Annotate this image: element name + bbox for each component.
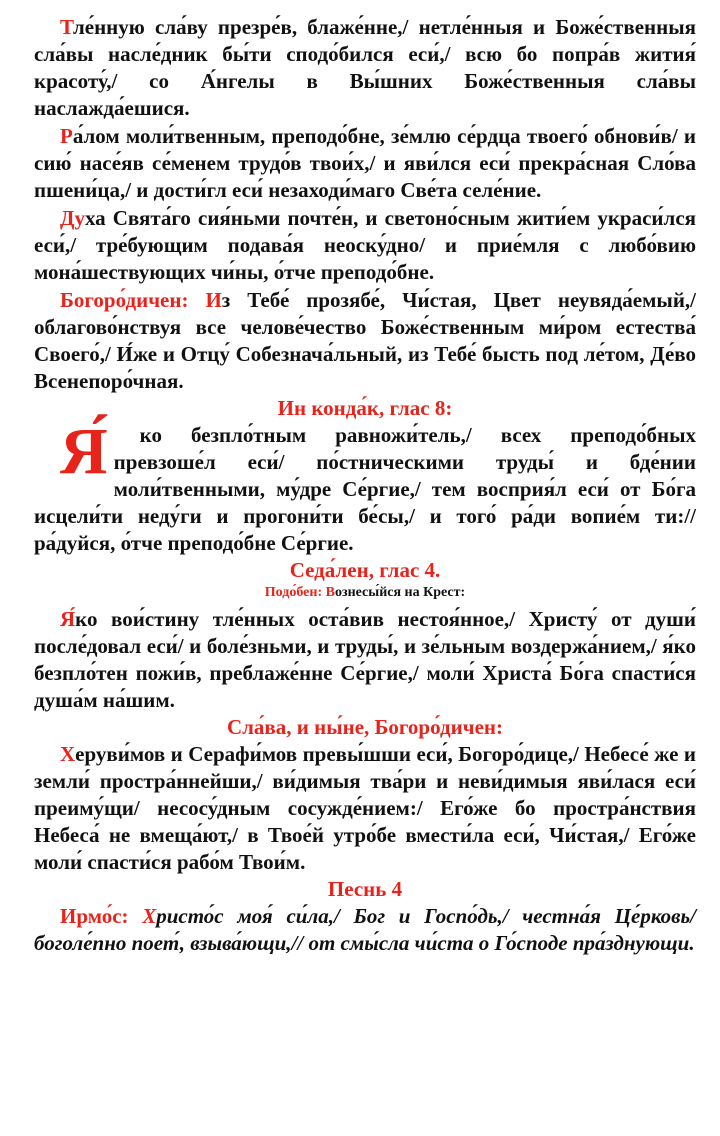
slava-heading: Сла́ва, и ны́не, Богоро́дичен: <box>226 715 503 739</box>
verse-text: ле́нную сла́ву презре́в, блаже́нне,/ нетле́нныя и Боже́ственныя сла́вы насле́дник бы́ти сподо́бился еси́,/ всю бо попра́в жития́ красоту́,/ со А́нгелы в Вы́шних Боже́ственныя сла́вы наслажда́ешися. <box>34 15 696 120</box>
podoben-initial: В <box>325 585 335 600</box>
verse-text: еруви́мов и Серафи́мов превы́шши еси́, Богоро́дице,/ Небесе́ же и земли́ простра́ннейши,/ ви́димыя тва́ри и неви́димыя яви́лася еси́ преиму́щи/ несосу́дным сосужде́нием:/ Его́же бо простра́нствия Небеса́ не вмеща́ют,/ в Твое́й утро́бе вмести́ла еси́, Чи́стая,/ Его́же моли́ спасти́ся рабо́м Твои́м. <box>34 742 696 874</box>
podoben-line <box>34 584 696 602</box>
verse-text: а́лом моли́твенным, преподо́бне, зе́млю се́рдца твоего́ обнови́в/ и сию́ насе́яв се́менем трудо́в твои́х,/ и яви́лся еси́ прекра́сная Сло́ва пшени́ца,/ и дости́гл еси́ незаходи́маго Све́та селе́ние. <box>34 124 696 202</box>
verse-text: ко вои́стину тле́нных оста́вив нестоя́нное,/ Христу́ от души́ после́довал еси́/ и боле́зньми, и труды́, и зе́льным воздержа́нием,/ я́ко безпло́тен пожи́в, преблаже́нне Се́ргие,/ моли́ Христа́ Бо́га спасти́ся душа́м на́шим. <box>34 607 696 712</box>
troparion-verse-2 <box>34 123 696 204</box>
irmos-text <box>34 903 696 957</box>
sedalen-text <box>34 606 696 714</box>
initial-letter: Х <box>142 904 157 928</box>
pesn-heading: Песнь 4 <box>327 877 403 901</box>
podoben-text: ознесы́йся на Крест: <box>334 585 466 600</box>
drop-cap-initial: Я́ <box>60 415 108 488</box>
rubric-label: Ирмо́с: <box>60 904 143 928</box>
verse-text: з Тебе́ прозябе́, Чи́стая, Цвет неувяда́емый,/ облагово́нствуя все челове́чество Боже́ственным ми́ром естества́ Своего́,/ И́же и Отцу́ Собезнача́льный, из Тебе́ бысть под ле́том, Де́во Всенепоро́чная. <box>34 288 696 393</box>
rubric-label: Богоро́дичен: <box>60 288 206 312</box>
troparion-verse-3 <box>34 205 696 286</box>
verse-text: ко безпло́тным равножи́тель,/ всех преподо́бных превзоше́л еси́/ по́стническими труды́ и бде́нии моли́твенными, му́дре Се́ргие,/ тем восприя́л еси́ от Бо́га исцели́ти неду́ги и прогони́ти бе́сы,/ и того́ ра́ди вопие́м ти:// ра́дуйся, о́тче преподо́бне Се́ргие. <box>34 423 696 555</box>
kondak-heading: Ин конда́к, глас 8: <box>277 396 453 420</box>
sedalen-heading: Седа́лен, глас 4. <box>289 558 441 582</box>
slava-text <box>34 741 696 876</box>
bogorodichen-verse <box>34 287 696 395</box>
initial-letter: И <box>205 288 222 312</box>
troparion-verse-1 <box>34 14 696 122</box>
initial-letter: Я́ <box>60 607 76 631</box>
verse-text: ха Свята́го сия́ньми почте́н, и светоно́сным жити́ем украси́лся еси́,/ тре́бующим подава́я неоску́дно/ и прие́мля с любо́вию мона́шествующих чи́ны, о́тче преподо́бне. <box>34 206 696 284</box>
verse-text: ристо́с моя́ си́ла,/ Бог и Госпо́дь,/ честна́я Це́рковь/ боголе́пно поет́, взыва́ющи,// от смы́сла чи́ста о Го́споде пра́зднующи. <box>34 904 696 955</box>
kondak-text <box>34 415 696 557</box>
initial-letter: Т <box>60 15 73 39</box>
podoben-label: Подо́бен: <box>264 585 326 600</box>
initial-letter: Р <box>60 124 73 148</box>
initial-letter: Х <box>60 742 76 766</box>
initial-letter: Ду <box>60 206 85 230</box>
